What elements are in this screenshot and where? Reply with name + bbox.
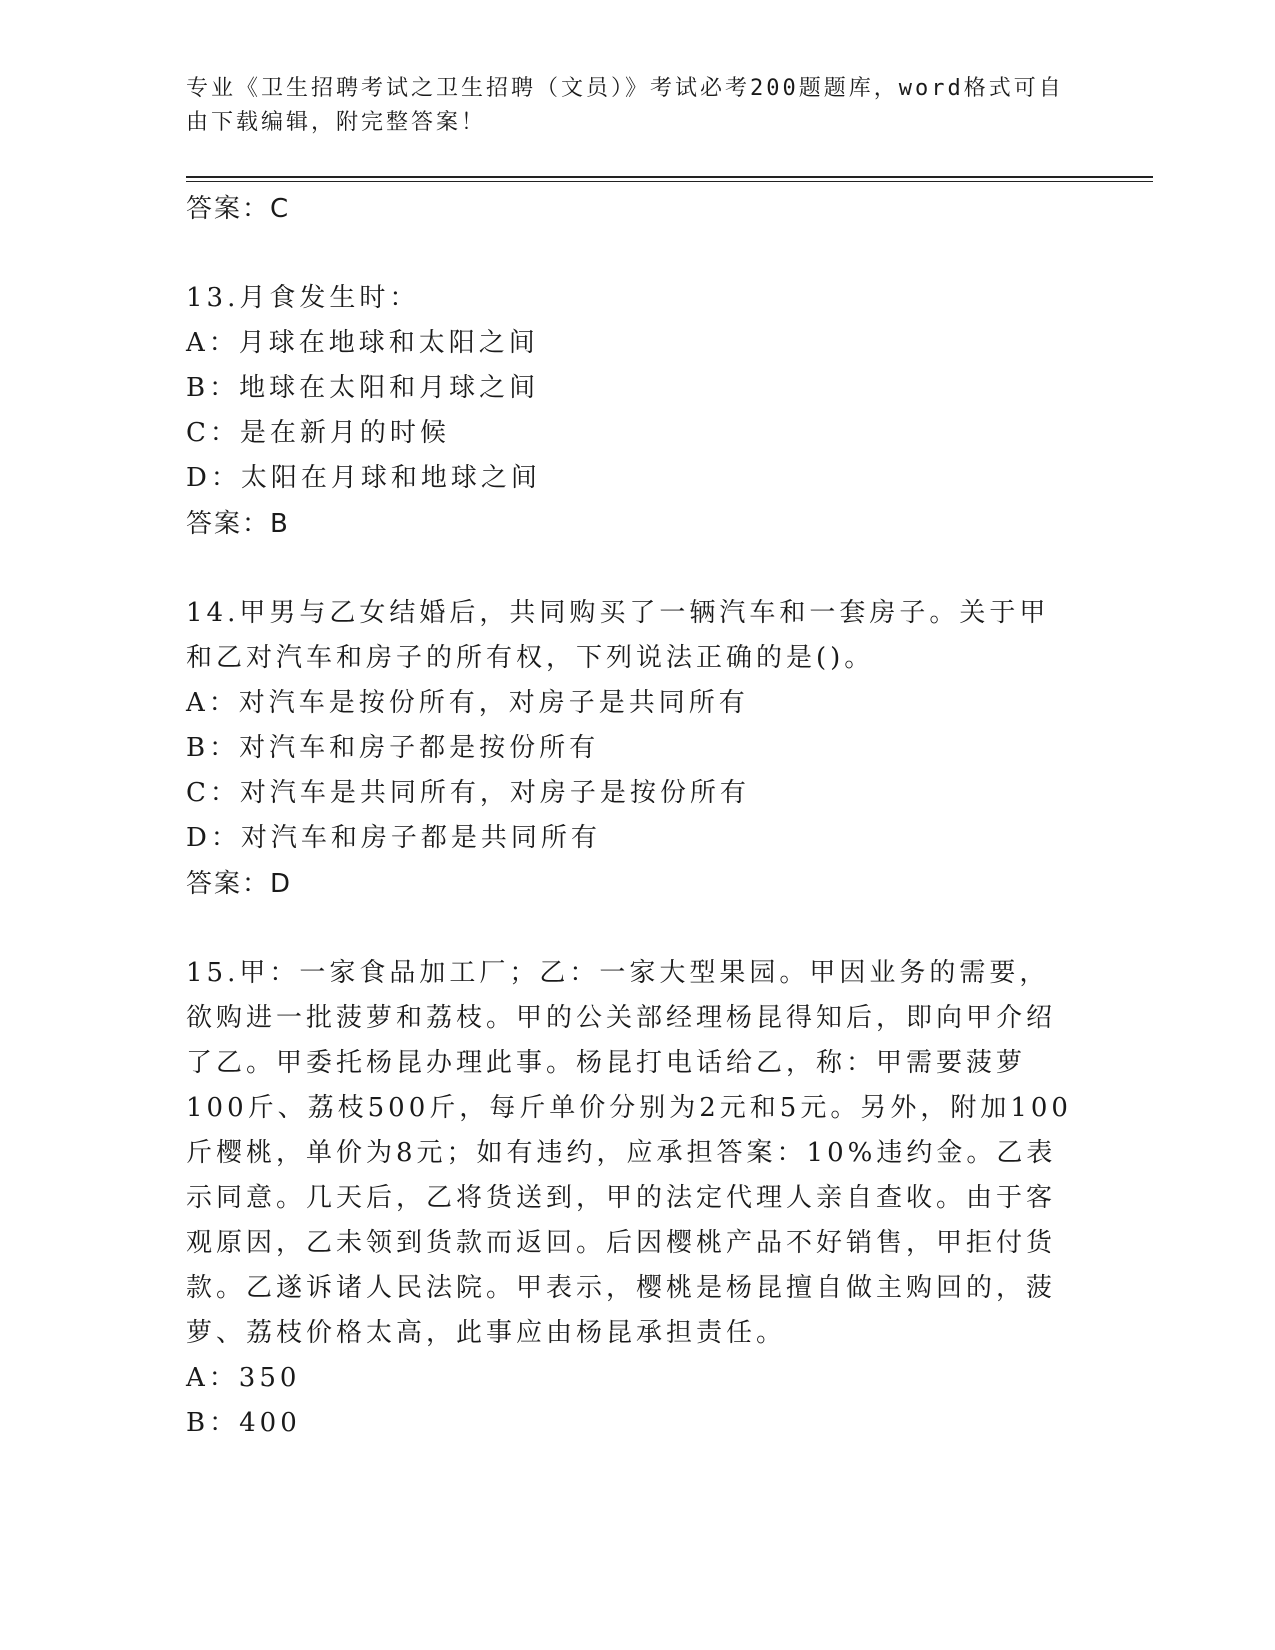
- question-text-13: 13.月食发生时：: [186, 283, 420, 313]
- option-13-d: D：太阳在月球和地球之间: [186, 463, 541, 493]
- option-14-b: B：对汽车和房子都是按份所有: [186, 733, 600, 763]
- option-13-c: C：是在新月的时候: [186, 418, 450, 448]
- option-13-a: A：月球在地球和太阳之间: [186, 328, 539, 358]
- header-rule-thick: [186, 176, 1153, 178]
- header-rule-thin: [186, 181, 1153, 182]
- answer-14: 答案：D: [186, 869, 293, 899]
- document-body: [186, 186, 1076, 1446]
- question-block-14: [186, 591, 1076, 907]
- option-15-b: B：400: [186, 1408, 301, 1438]
- question-block-15: [186, 951, 1076, 1446]
- answer-12: 答案：C: [186, 194, 291, 224]
- option-15-a: A：350: [186, 1363, 301, 1393]
- option-14-d: D：对汽车和房子都是共同所有: [186, 823, 601, 853]
- option-14-a: A：对汽车是按份所有，对房子是共同所有: [186, 688, 749, 718]
- question-block-13: [186, 276, 1076, 547]
- option-14-c: C：对汽车是共同所有，对房子是按份所有: [186, 778, 750, 808]
- answer-13: 答案：B: [186, 509, 290, 539]
- question-text-15: 15.甲：一家食品加工厂；乙：一家大型果园。甲因业务的需要，欲购进一批菠萝和荔枝。甲的公关部经理杨昆得知后，即向甲介绍了乙。甲委托杨昆办理此事。杨昆打电话给乙，称：甲需要菠萝100斤、荔枝500斤，每斤单价分别为2元和5元。另外，附加100斤樱桃，单价为8元；如有违约，应承担答案：10%违约金。乙表示同意。几天后，乙将货送到，甲的法定代理人亲自查收。由于客观原因，乙未领到货款而返回。后因樱桃产品不好销售，甲拒付货款。乙遂诉诸人民法院。甲表示，樱桃是杨昆擅自做主购回的，菠萝、荔枝价格太高，此事应由杨昆承担责任。: [186, 958, 1072, 1348]
- option-13-b: B：地球在太阳和月球之间: [186, 373, 540, 403]
- document-header: 专业《卫生招聘考试之卫生招聘（文员）》考试必考200题题库，word格式可自由下载编辑，附完整答案！: [186, 76, 1064, 135]
- question-text-14: 14.甲男与乙女结婚后，共同购买了一辆汽车和一套房子。关于甲和乙对汽车和房子的所有权，下列说法正确的是()。: [186, 598, 1050, 673]
